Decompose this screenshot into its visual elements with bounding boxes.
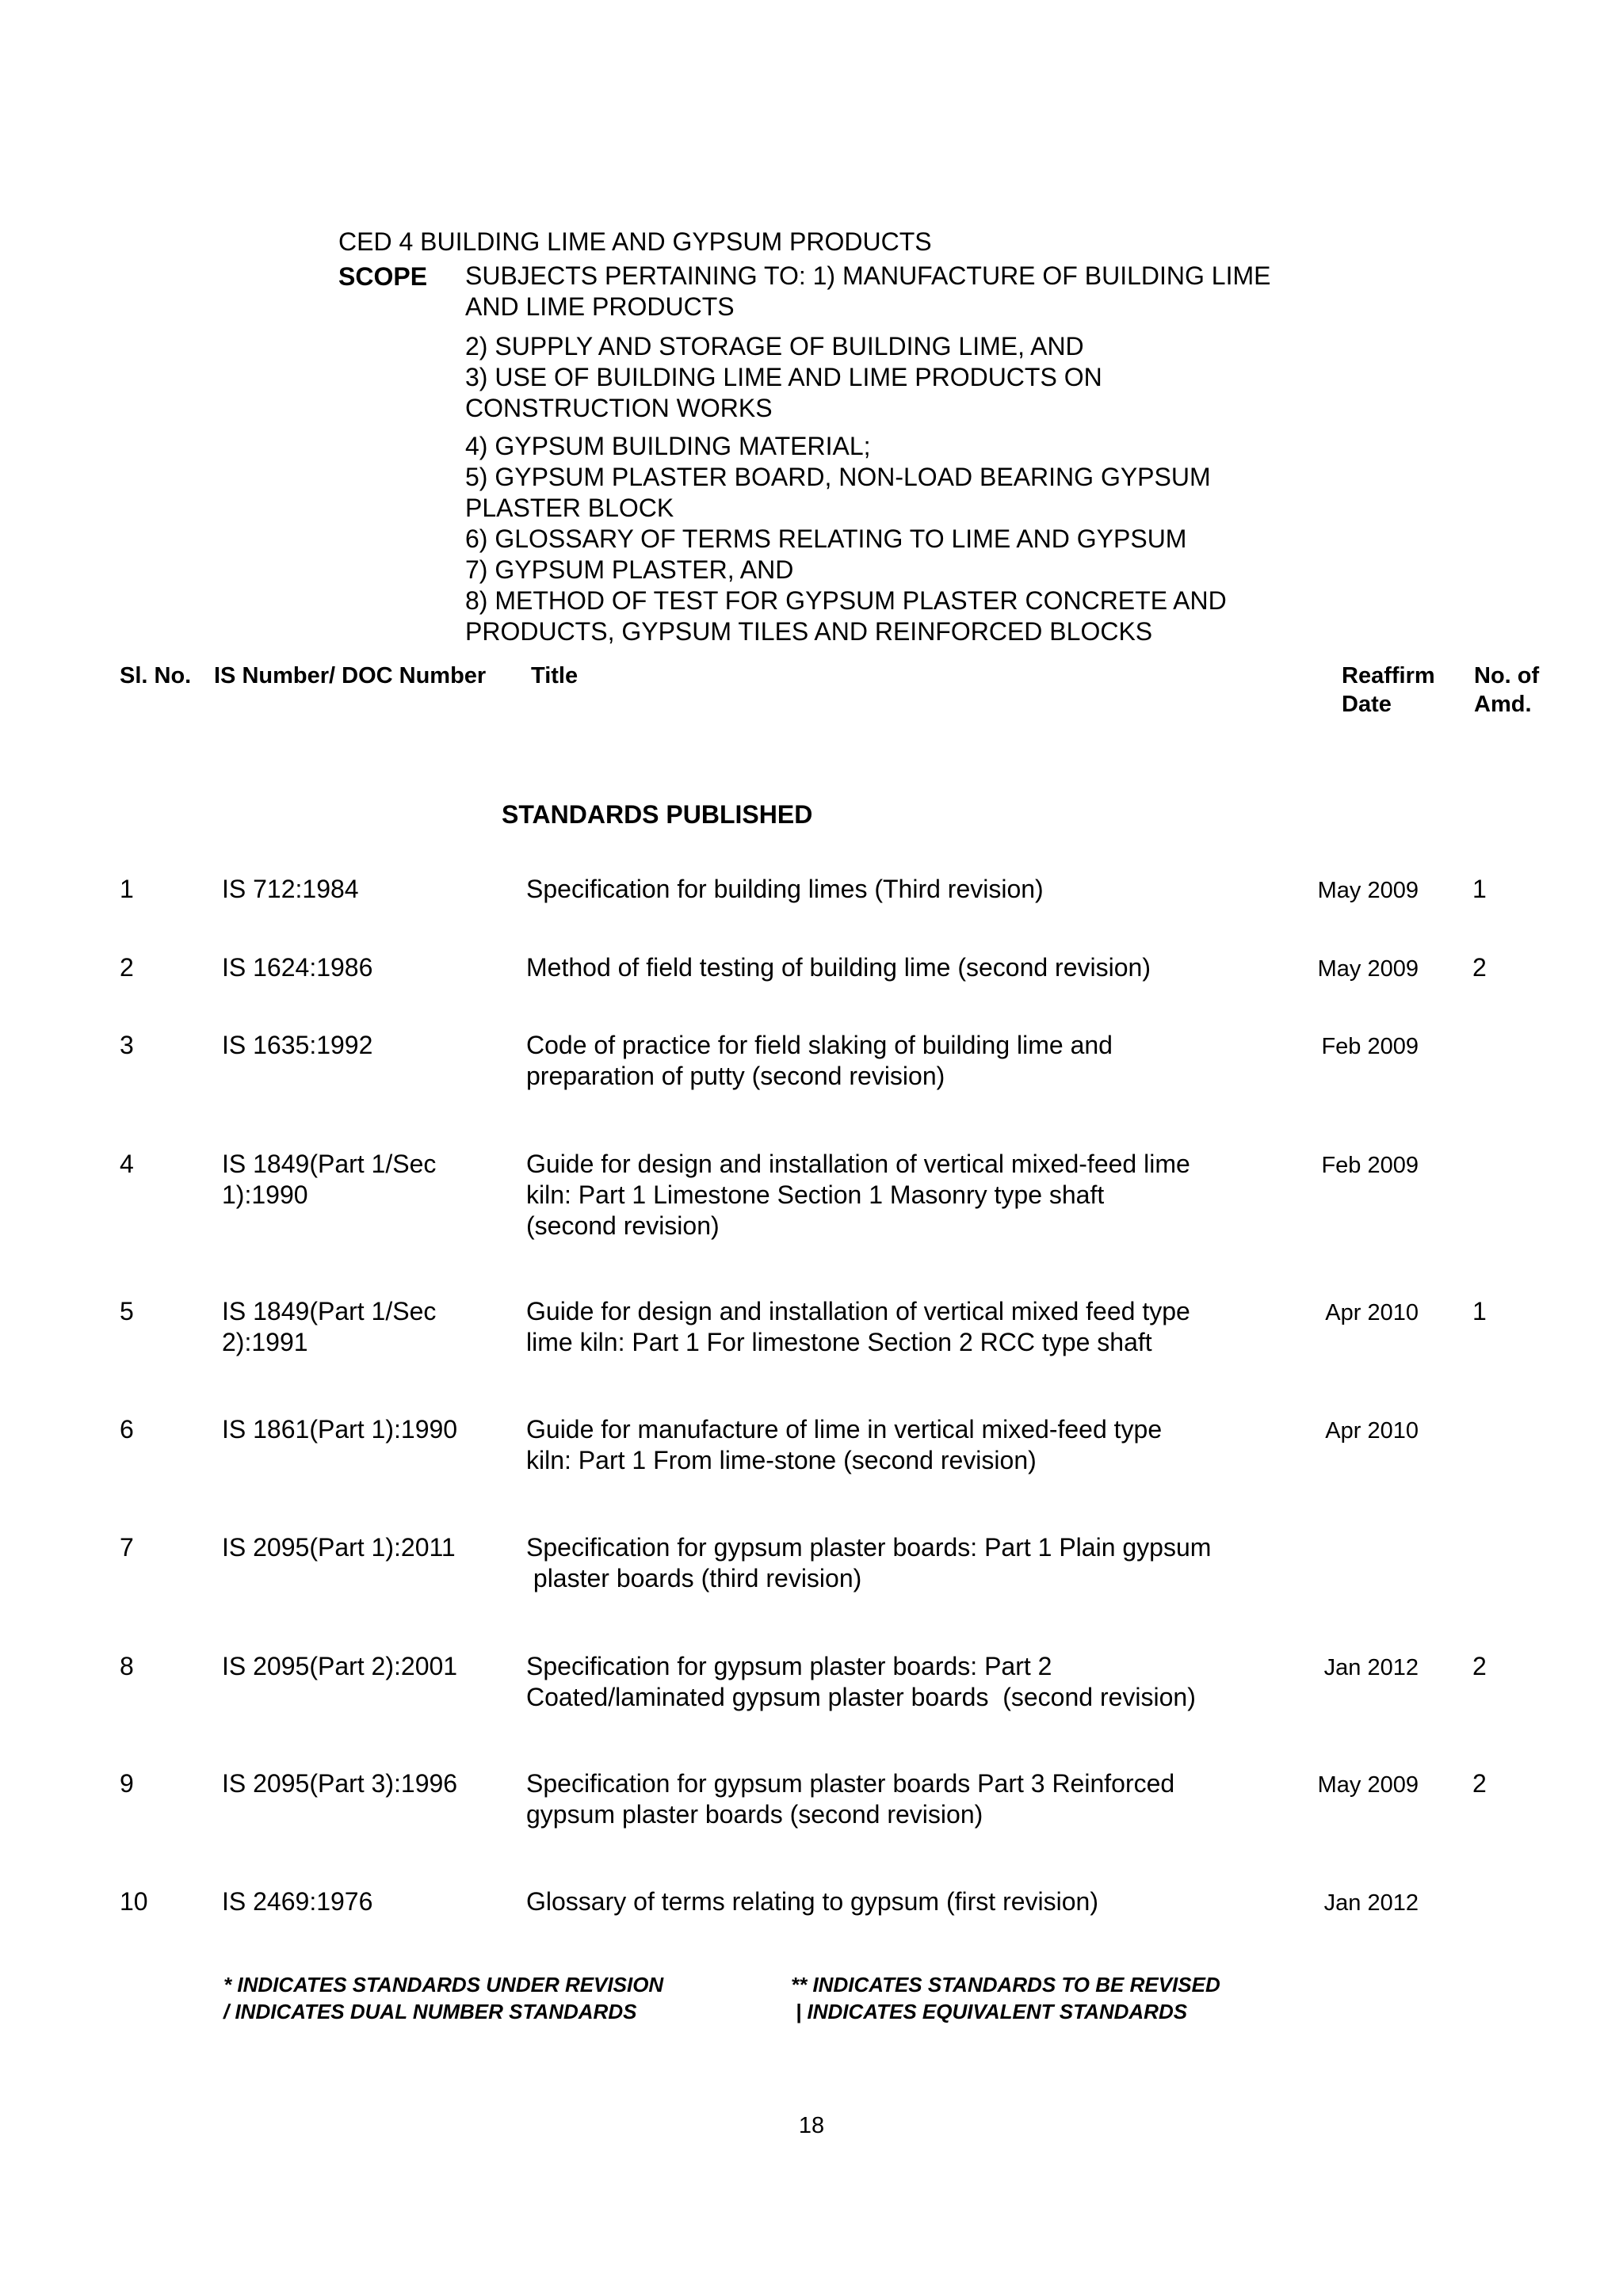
row-title <box>526 1296 1287 1358</box>
title-line: plaster boards (third revision) <box>526 1564 862 1592</box>
row-reaffirm-date: May 2009 <box>1317 878 1419 903</box>
is-number-line: IS 1849(Part 1/Sec <box>222 1297 437 1325</box>
is-number-line: 2):1991 <box>222 1328 308 1356</box>
row-sl-no: 4 <box>120 1150 134 1178</box>
row-is-number <box>222 1149 483 1211</box>
scope-line: SUBJECTS PERTAINING TO: 1) MANUFACTURE OF BUILDING LIME <box>465 261 1271 290</box>
legend-to-be-revised: ** INDICATES STANDARDS TO BE REVISED <box>791 1973 1220 1997</box>
scope-paragraph-1 <box>465 261 1369 322</box>
row-sl-no: 3 <box>120 1031 134 1059</box>
row-is-number <box>222 1651 483 1682</box>
row-is-number <box>222 1414 483 1445</box>
row-sl-no: 8 <box>120 1652 134 1680</box>
row-reaffirm-date: Apr 2010 <box>1325 1300 1419 1325</box>
title-line: Coated/laminated gypsum plaster boards (second revision) <box>526 1683 1196 1711</box>
scope-line: 5) GYPSUM PLASTER BOARD, NON-LOAD BEARING GYPSUM <box>465 463 1211 491</box>
scope-line: AND LIME PRODUCTS <box>465 292 735 321</box>
title-line: lime kiln: Part 1 For limestone Section 2 RCC type shaft <box>526 1328 1152 1356</box>
row-reaffirm-date: Jan 2012 <box>1323 1655 1419 1680</box>
title-line: Code of practice for field slaking of building lime and <box>526 1031 1113 1059</box>
title-line: kiln: Part 1 From lime-stone (second revision) <box>526 1446 1037 1474</box>
header-no-of-amd <box>1474 662 1539 719</box>
header-reaffirm-line1: Reaffirm <box>1342 663 1435 688</box>
row-reaffirm-date: May 2009 <box>1317 956 1419 982</box>
title-line: Guide for design and installation of vertical mixed feed type <box>526 1297 1190 1325</box>
is-number-line: IS 712:1984 <box>222 875 359 903</box>
row-sl-no: 1 <box>120 875 134 903</box>
legend-under-revision: * INDICATES STANDARDS UNDER REVISION <box>223 1973 664 1997</box>
row-title <box>526 1030 1287 1092</box>
row-title <box>526 1532 1287 1594</box>
title-line: Specification for gypsum plaster boards Part 3 Reinforced <box>526 1769 1175 1798</box>
row-title <box>526 1768 1287 1830</box>
row-is-number <box>222 1886 483 1917</box>
scope-paragraph-3 <box>465 431 1369 647</box>
header-reaffirm-date <box>1342 662 1435 719</box>
title-line: Guide for manufacture of lime in vertical mixed-feed type <box>526 1415 1163 1444</box>
row-is-number <box>222 1768 483 1799</box>
is-number-line: IS 1635:1992 <box>222 1031 373 1059</box>
title-line: Glossary of terms relating to gypsum (first revision) <box>526 1887 1098 1916</box>
is-number-line: IS 1849(Part 1/Sec <box>222 1150 437 1178</box>
scope-line: PRODUCTS, GYPSUM TILES AND REINFORCED BLOCKS <box>465 617 1153 646</box>
is-number-line: IS 1861(Part 1):1990 <box>222 1415 458 1444</box>
title-line: Specification for gypsum plaster boards: Part 1 Plain gypsum <box>526 1533 1212 1562</box>
is-number-line: IS 1624:1986 <box>222 953 373 982</box>
is-number-line: IS 2095(Part 2):2001 <box>222 1652 458 1680</box>
is-number-line: 1):1990 <box>222 1180 308 1209</box>
committee-title: CED 4 BUILDING LIME AND GYPSUM PRODUCTS <box>338 227 932 256</box>
row-reaffirm-date: Apr 2010 <box>1325 1418 1419 1444</box>
row-reaffirm-date <box>1268 1532 1419 1534</box>
row-title <box>526 874 1287 905</box>
row-reaffirm-date: Feb 2009 <box>1321 1034 1419 1059</box>
row-sl-no: 7 <box>120 1533 134 1562</box>
scope-line: 4) GYPSUM BUILDING MATERIAL; <box>465 432 871 460</box>
header-amd-line2: Amd. <box>1474 692 1532 717</box>
header-amd-line1: No. of <box>1474 663 1540 688</box>
row-reaffirm-date: Jan 2012 <box>1323 1890 1419 1916</box>
is-number-line: IS 2469:1976 <box>222 1887 373 1916</box>
title-line: gypsum plaster boards (second revision) <box>526 1800 983 1829</box>
row-sl-no: 10 <box>120 1887 148 1916</box>
scope-line: 6) GLOSSARY OF TERMS RELATING TO LIME AND GYPSUM <box>465 524 1187 553</box>
is-number-line: IS 2095(Part 1):2011 <box>222 1533 456 1562</box>
row-sl-no: 6 <box>120 1415 134 1444</box>
row-sl-no: 5 <box>120 1297 134 1325</box>
row-title <box>526 952 1287 983</box>
row-is-number <box>222 874 483 905</box>
section-title: STANDARDS PUBLISHED <box>502 800 813 829</box>
row-is-number <box>222 1030 483 1061</box>
row-reaffirm-date: Feb 2009 <box>1321 1153 1419 1178</box>
row-reaffirm-date: May 2009 <box>1317 1772 1419 1798</box>
row-no-of-amd: 1 <box>1472 1297 1487 1325</box>
row-no-of-amd: 2 <box>1472 1769 1487 1798</box>
title-line: Guide for design and installation of vertical mixed-feed lime <box>526 1150 1190 1178</box>
row-is-number <box>222 1532 483 1563</box>
row-title <box>526 1414 1287 1476</box>
scope-line: 2) SUPPLY AND STORAGE OF BUILDING LIME, AND <box>465 332 1084 360</box>
row-title <box>526 1651 1287 1713</box>
title-line: Method of field testing of building lime (second revision) <box>526 953 1151 982</box>
is-number-line: IS 2095(Part 3):1996 <box>222 1769 458 1798</box>
scope-paragraph-2 <box>465 331 1369 424</box>
scope-line: 7) GYPSUM PLASTER, AND <box>465 555 794 584</box>
scope-line: PLASTER BLOCK <box>465 494 674 522</box>
header-is-number: IS Number/ DOC Number <box>214 663 487 688</box>
row-no-of-amd: 2 <box>1472 953 1487 982</box>
header-sl-no: Sl. No. <box>120 663 192 688</box>
header-title: Title <box>531 663 579 688</box>
legend-dual-number: / INDICATES DUAL NUMBER STANDARDS <box>223 2000 637 2023</box>
row-sl-no: 2 <box>120 953 134 982</box>
title-line: (second revision) <box>526 1211 720 1240</box>
header-reaffirm-line2: Date <box>1342 692 1392 717</box>
row-is-number <box>222 1296 483 1358</box>
row-sl-no: 9 <box>120 1769 134 1798</box>
title-line: Specification for building limes (Third revision) <box>526 875 1044 903</box>
page-number: 18 <box>798 2113 825 2138</box>
row-is-number <box>222 952 483 983</box>
row-no-of-amd: 1 <box>1472 875 1487 903</box>
scope-line: CONSTRUCTION WORKS <box>465 394 773 422</box>
scope-line: 8) METHOD OF TEST FOR GYPSUM PLASTER CONCRETE AND <box>465 586 1227 615</box>
legend-equivalent: | INDICATES EQUIVALENT STANDARDS <box>796 2000 1188 2023</box>
row-title <box>526 1149 1287 1241</box>
title-line: kiln: Part 1 Limestone Section 1 Masonry type shaft <box>526 1180 1105 1209</box>
scope-line: 3) USE OF BUILDING LIME AND LIME PRODUCTS ON <box>465 363 1102 391</box>
row-title <box>526 1886 1287 1917</box>
title-line: Specification for gypsum plaster boards: Part 2 <box>526 1652 1052 1680</box>
title-line: preparation of putty (second revision) <box>526 1062 945 1090</box>
scope-label: SCOPE <box>338 262 428 291</box>
row-no-of-amd: 2 <box>1472 1652 1487 1680</box>
